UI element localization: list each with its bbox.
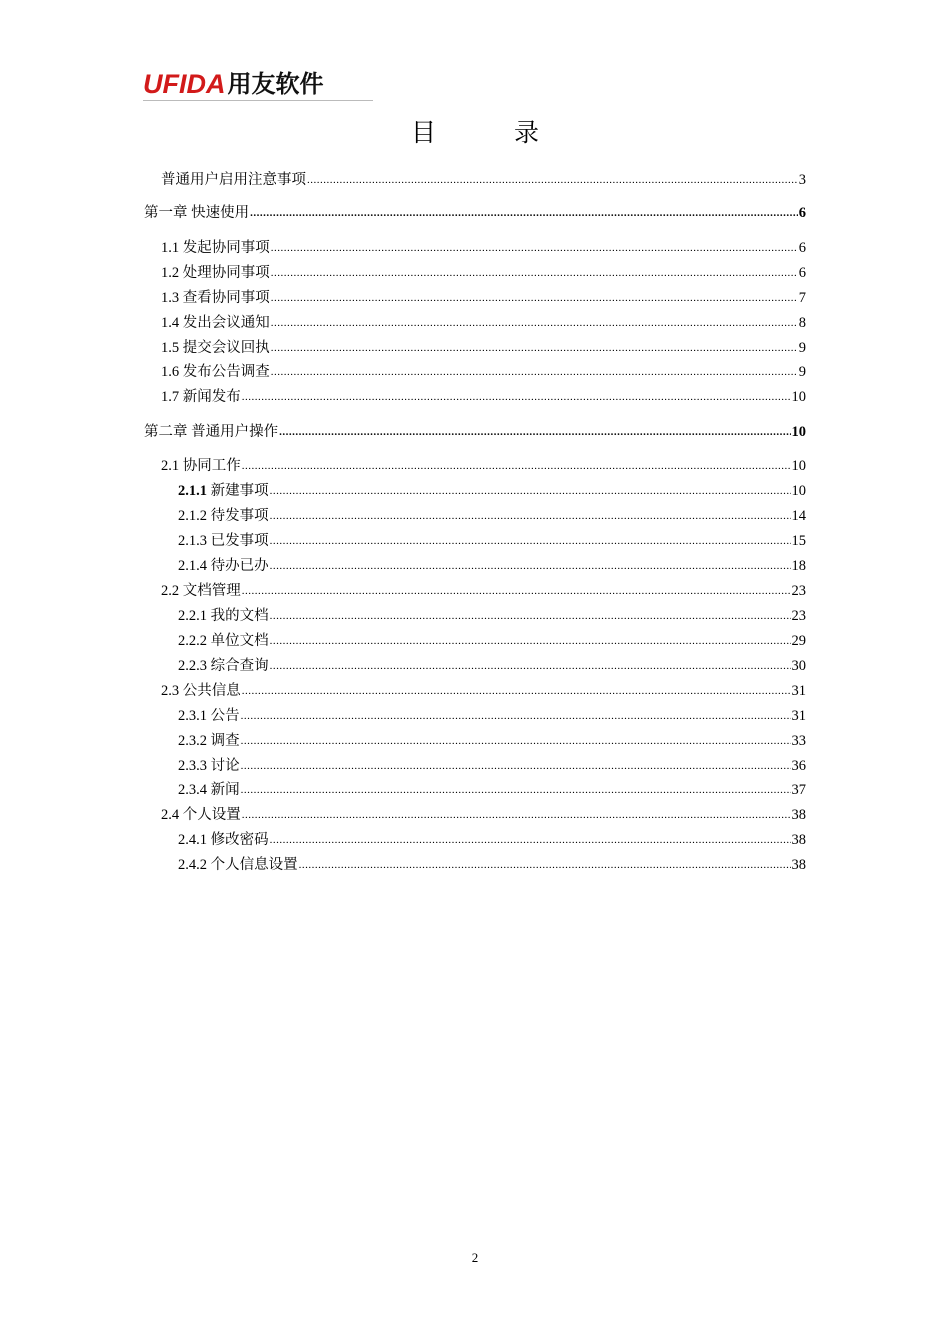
toc-entry[interactable] — [161, 263, 806, 283]
toc-entry-page: 14 — [791, 508, 806, 524]
toc-entry[interactable] — [161, 170, 806, 190]
toc-entry-page: 38 — [791, 832, 806, 848]
toc-entry[interactable] — [178, 606, 806, 626]
toc-entry-title: 2.4.1 修改密码 — [178, 832, 269, 848]
toc-entry-title: 2.1 协同工作 — [161, 458, 241, 474]
toc-entry[interactable] — [178, 756, 806, 776]
toc-entry[interactable] — [161, 681, 806, 701]
toc-entry-page: 8 — [798, 315, 806, 331]
toc-entry-page: 3 — [798, 172, 806, 188]
toc-entry-page: 7 — [798, 290, 806, 306]
toc-dot-leader — [270, 606, 791, 626]
toc-entry-page: 10 — [791, 389, 806, 405]
toc-dot-leader — [241, 756, 791, 776]
toc-entry-title: 2.1.2 待发事项 — [178, 508, 269, 524]
toc-entry-page: 37 — [791, 782, 806, 798]
toc-entry[interactable] — [178, 780, 806, 800]
toc-entry-title: 2.3.4 新闻 — [178, 782, 240, 798]
toc-entry-page: 23 — [791, 608, 806, 624]
toc-title: 目录 — [410, 120, 617, 147]
toc-entry[interactable] — [161, 581, 806, 601]
toc-entry-title: 1.7 新闻发布 — [161, 389, 241, 405]
toc-dot-leader — [241, 780, 791, 800]
toc-entry-page: 38 — [791, 807, 806, 823]
toc-entry[interactable] — [178, 481, 806, 501]
toc-entry-page: 10 — [791, 424, 806, 440]
toc-dot-leader — [270, 506, 791, 526]
toc-dot-leader — [242, 805, 791, 825]
toc-dot-leader — [242, 681, 791, 701]
toc-entry-title: 2.4.2 个人信息设置 — [178, 857, 298, 873]
logo-text-en: UFIDA — [143, 68, 226, 99]
toc-dot-leader — [271, 263, 798, 283]
toc-entry-page: 36 — [791, 758, 806, 774]
toc-dot-leader — [299, 855, 791, 875]
toc-entry-page: 6 — [798, 265, 806, 281]
toc-entry-page: 31 — [791, 683, 806, 699]
toc-entry-title: 2.3.1 公告 — [178, 708, 240, 724]
toc-entry[interactable] — [161, 456, 806, 476]
toc-entry[interactable] — [161, 362, 806, 382]
toc-entry-title: 1.3 查看协同事项 — [161, 290, 270, 306]
toc-entry-page: 38 — [791, 857, 806, 873]
toc-dot-leader — [241, 706, 791, 726]
toc-entry[interactable] — [144, 422, 806, 442]
toc-entry[interactable] — [161, 238, 806, 258]
toc-entry-page: 29 — [791, 633, 806, 649]
toc-entry-title: 2.3 公共信息 — [161, 683, 241, 699]
toc-dot-leader — [270, 556, 791, 576]
toc-entry-number: 2.1.1 — [178, 483, 207, 499]
toc-dot-leader — [271, 238, 798, 258]
toc-dot-leader — [270, 631, 791, 651]
toc-entry[interactable] — [178, 556, 806, 576]
toc-entry-title: 2.2 文档管理 — [161, 583, 241, 599]
page-number: 2 — [471, 1250, 479, 1265]
toc-entry-page: 30 — [791, 658, 806, 674]
toc-entry-title: 2.1.3 已发事项 — [178, 533, 269, 549]
toc-entry-title: 2.1.1 新建事项 — [178, 483, 269, 499]
toc-entry[interactable] — [161, 338, 806, 358]
toc-entry[interactable] — [161, 313, 806, 333]
toc-entry[interactable] — [161, 288, 806, 308]
toc-entry-title: 第一章 快速使用 — [144, 205, 250, 221]
toc-dot-leader — [271, 362, 798, 382]
toc-entry-title: 1.5 提交会议回执 — [161, 340, 270, 356]
toc-entry-title: 第二章 普通用户操作 — [144, 424, 279, 440]
toc-entry-page: 6 — [798, 205, 806, 221]
toc-entry-page: 9 — [798, 340, 806, 356]
toc-dot-leader — [270, 481, 791, 501]
toc-dot-leader — [270, 656, 791, 676]
toc-entry-page: 6 — [798, 240, 806, 256]
toc-entry-title: 普通用户启用注意事项 — [161, 172, 306, 188]
ufida-logo — [143, 67, 373, 101]
toc-entry[interactable] — [161, 805, 806, 825]
toc-entry-title: 2.3.3 讨论 — [178, 758, 240, 774]
toc-dot-leader — [307, 170, 798, 190]
toc-dot-leader — [271, 288, 798, 308]
toc-entry-title: 2.1.4 待办已办 — [178, 558, 269, 574]
toc-entry-title: 1.1 发起协同事项 — [161, 240, 270, 256]
toc-dot-leader — [250, 203, 798, 223]
toc-entry[interactable] — [178, 830, 806, 850]
toc-entry-page: 18 — [791, 558, 806, 574]
toc-dot-leader — [279, 422, 790, 442]
toc-entry-title: 2.3.2 调查 — [178, 733, 240, 749]
toc-entry-page: 31 — [791, 708, 806, 724]
toc-dot-leader — [242, 387, 791, 407]
toc-entry-title: 2.2.3 综合查询 — [178, 658, 269, 674]
toc-entry[interactable] — [178, 506, 806, 526]
logo-text-cn: 用友软件 — [227, 69, 324, 98]
toc-entry-page: 9 — [798, 364, 806, 380]
toc-entry[interactable] — [178, 631, 806, 651]
toc-entry-title: 2.2.1 我的文档 — [178, 608, 269, 624]
toc-entry[interactable] — [144, 203, 806, 223]
toc-entry[interactable] — [178, 531, 806, 551]
toc-entry-title: 1.2 处理协同事项 — [161, 265, 270, 281]
toc-dot-leader — [242, 456, 791, 476]
toc-entry[interactable] — [161, 387, 806, 407]
toc-dot-leader — [241, 731, 791, 751]
toc-dot-leader — [242, 581, 791, 601]
toc-entry-title: 1.6 发布公告调查 — [161, 364, 270, 380]
toc-entry-title: 2.4 个人设置 — [161, 807, 241, 823]
toc-entry-page: 33 — [791, 733, 806, 749]
toc-dot-leader — [271, 338, 798, 358]
toc-entry-page: 23 — [791, 583, 806, 599]
toc-entry-title: 1.4 发出会议通知 — [161, 315, 270, 331]
toc-entry[interactable] — [178, 731, 806, 751]
toc-dot-leader — [271, 313, 798, 333]
toc-entry-page: 15 — [791, 533, 806, 549]
toc-entry[interactable] — [178, 656, 806, 676]
toc-dot-leader — [270, 531, 791, 551]
toc-entry-title: 2.2.2 单位文档 — [178, 633, 269, 649]
toc-entry[interactable] — [178, 855, 806, 875]
toc-entry[interactable] — [178, 706, 806, 726]
toc-entry-page: 10 — [791, 458, 806, 474]
toc-entry-page: 10 — [791, 483, 806, 499]
toc-dot-leader — [270, 830, 791, 850]
